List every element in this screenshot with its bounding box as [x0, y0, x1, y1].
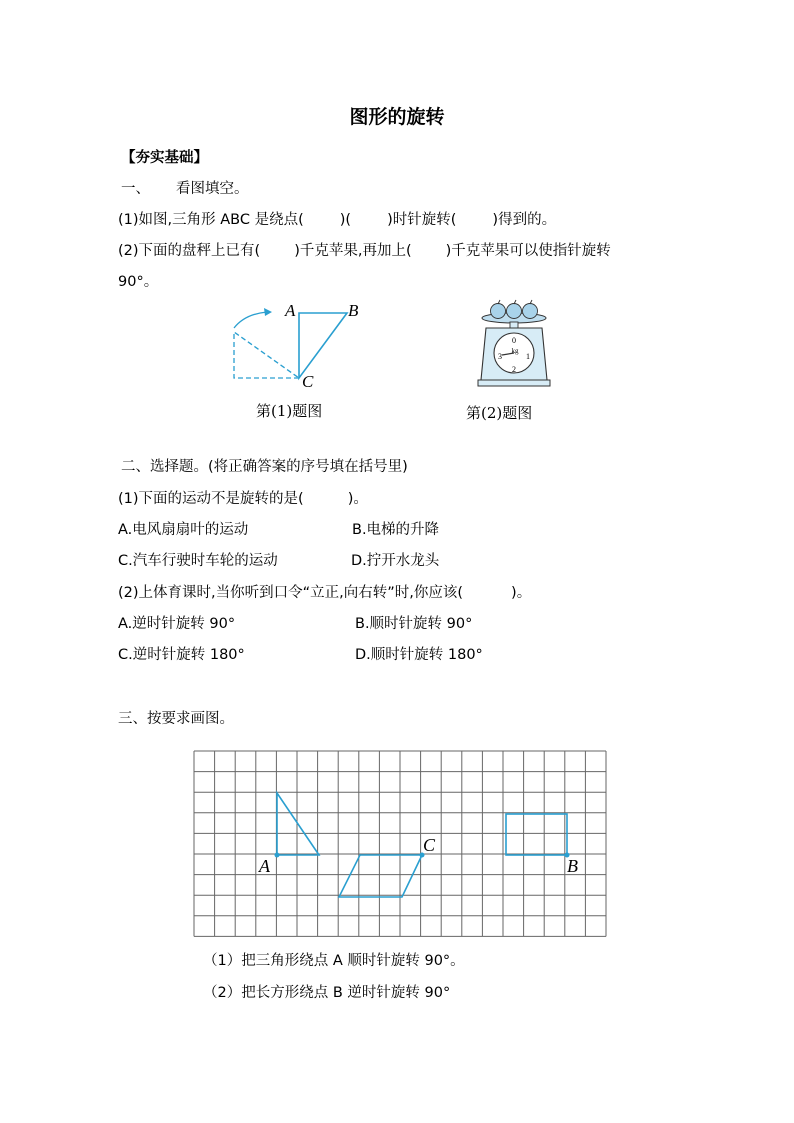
- grid-triangle: [277, 793, 319, 855]
- q2-item1-option-b: B.电梯的升降: [352, 522, 440, 538]
- dial-2: 2: [512, 365, 516, 374]
- q1-item1-text-d: )得到的。: [492, 212, 557, 228]
- q2-item2-text-a: (2)上体育课时,当你听到口令“立正,向右转”时,你应该(: [118, 585, 464, 601]
- q2-item2-option-d: D.顺时针旋转 180°: [355, 647, 483, 663]
- q2-item1-option-a: A.电风扇扇叶的运动: [118, 522, 249, 538]
- q1-heading: [121, 177, 249, 198]
- scale-base: [478, 380, 550, 386]
- grid-label-a: A: [259, 856, 270, 876]
- q1-heading-text: 看图填空。: [176, 181, 249, 197]
- grid-rectangle: [506, 814, 567, 855]
- grid-label-b: B: [567, 856, 578, 876]
- dial-3: 3: [498, 352, 502, 361]
- fig1-caption: 第(1)题图: [256, 402, 323, 420]
- q2-item1-question: [118, 487, 368, 508]
- apple-icon: [491, 300, 538, 319]
- q2-item2-text-b: )。: [511, 585, 532, 601]
- dial-1: 1: [526, 352, 530, 361]
- grid-lines: [194, 751, 606, 936]
- grid-parallelogram: [339, 855, 422, 897]
- page-title: 图形的旋转: [349, 106, 445, 128]
- q3-task2: （2）把长方形绕点 B 逆时针旋转 90°: [203, 985, 451, 1001]
- q3-task1: （1）把三角形绕点 A 顺时针旋转 90°。: [203, 953, 465, 969]
- section-basic-heading: 【夯实基础】: [121, 150, 208, 166]
- fig1-dashed-triangle: [234, 332, 299, 378]
- q1-item1: [118, 208, 556, 229]
- fig1-label-a: A: [285, 301, 296, 320]
- q1-number: 一、: [121, 181, 150, 197]
- q1-item1-text-a: (1)如图,三角形 ABC 是绕点(: [118, 212, 304, 228]
- fig1-triangle: [299, 313, 347, 378]
- scale-stem: [510, 322, 518, 328]
- fig1-label-b: B: [348, 301, 359, 320]
- fig1-arrow-icon: [264, 308, 272, 316]
- fig2-caption: 第(2)题图: [466, 404, 533, 422]
- q1-item2: [118, 239, 611, 260]
- q2-item2-option-c: C.逆时针旋转 180°: [118, 647, 245, 663]
- q2-item1-text-a: (1)下面的运动不是旋转的是(: [118, 491, 304, 507]
- q1-item2-text-a: (2)下面的盘秤上已有(: [118, 243, 261, 259]
- point-a: [275, 853, 280, 858]
- fig1-label-c: C: [302, 372, 314, 391]
- q2-item2-option-a: A.逆时针旋转 90°: [118, 616, 236, 632]
- grid-label-c: C: [423, 835, 436, 855]
- q2-item2-question: [118, 581, 531, 602]
- q3-heading: 三、按要求画图。: [118, 711, 234, 727]
- fig2-scale-diagram: [474, 295, 554, 391]
- dial-unit: kg: [511, 347, 519, 355]
- q1-item2-text-b: )千克苹果,再加上(: [294, 243, 412, 259]
- dial-0: 0: [512, 336, 516, 345]
- q2-item1-text-b: )。: [347, 491, 368, 507]
- q1-item2-line2: 90°。: [118, 274, 159, 290]
- q2-item1-option-c: C.汽车行驶时车轮的运动: [118, 553, 278, 569]
- q1-item1-text-b: )(: [339, 212, 352, 228]
- q1-item1-text-c: )时针旋转(: [387, 212, 457, 228]
- q2-item1-option-d: D.拧开水龙头: [351, 553, 440, 569]
- q1-item2-text-c: )千克苹果可以使指针旋转: [445, 243, 611, 259]
- drawing-grid: [190, 745, 614, 943]
- fig1-rotation-arc: [234, 312, 267, 328]
- q2-item2-option-b: B.顺时针旋转 90°: [355, 616, 473, 632]
- q2-heading: 二、选择题。(将正确答案的序号填在括号里): [121, 459, 408, 475]
